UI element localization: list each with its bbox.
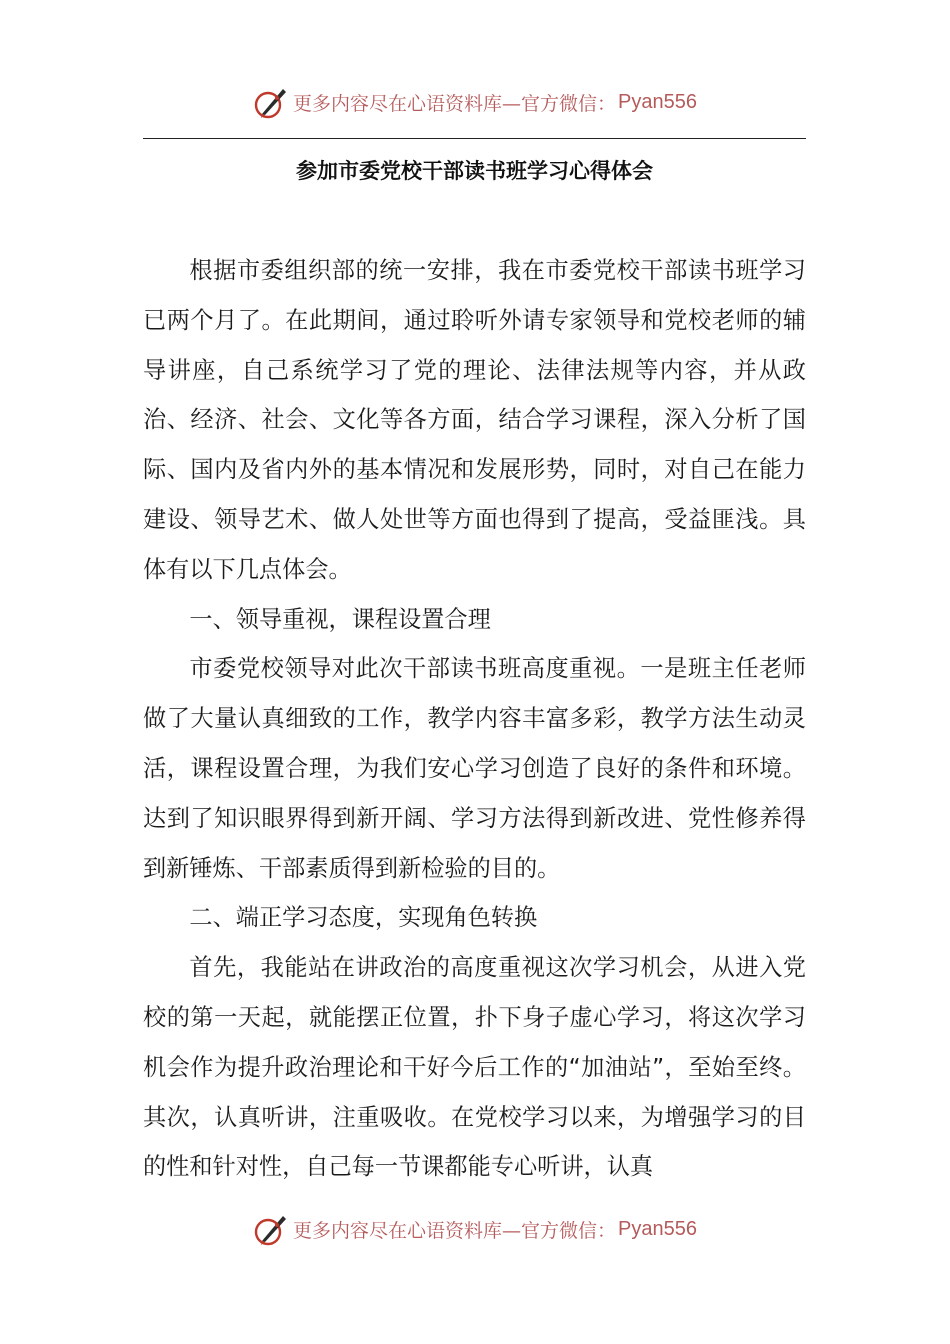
paragraph-section-2: 首先，我能站在讲政治的高度重视这次学习机会，从进入党校的第一天起，就能摆正位置，扑下身子虚心学习，将这次学习机会作为提升政治理论和干好今后工作的“加油站”，至始至终。其次，认真听讲，注重吸收。在党校学习以来，为增强学习的目的性和针对性，自己每一节课都能专心听讲，认真	[143, 954, 806, 1181]
watermark-wechat-id: Pyan556	[618, 90, 697, 113]
paragraph-intro: 根据市委组织部的统一安排，我在市委党校干部读书班学习已两个月了。在此期间，通过聆听外请专家领导和党校老师的辅导讲座，自己系统学习了党的理论、法律法规等内容，并从政治、经济、社会、文化等各方面，结合学习课程，深入分析了国际、国内及省内外的基本情况和发展形势，同时，对自己在能力建设、领导艺术、做人处世等方面也得到了提高，受益匪浅。具体有以下几点体会。	[143, 257, 806, 583]
watermark-text: 更多内容尽在心语资料库—官方微信：	[293, 92, 617, 115]
watermark-banner-bottom	[0, 1209, 950, 1249]
document-title: 参加市委党校干部读书班学习心得体会	[296, 159, 653, 183]
watermark-wechat-id: Pyan556	[618, 1217, 697, 1240]
section-heading-1: 一、领导重视，课程设置合理	[189, 605, 491, 633]
header-rule	[143, 138, 806, 139]
section-heading-2: 二、端正学习态度，实现角色转换	[189, 904, 538, 932]
watermark-text: 更多内容尽在心语资料库—官方微信：	[293, 1219, 617, 1242]
paragraph-section-1: 市委党校领导对此次干部读书班高度重视。一是班主任老师做了大量认真细致的工作，教学内容丰富多彩，教学方法生动灵活，课程设置合理，为我们安心学习创造了良好的条件和环境。达到了知识眼界得到新开阔、学习方法得到新改进、党性修养得到新锤炼、干部素质得到新检验的目的。	[143, 655, 806, 882]
quill-pen-icon	[253, 84, 289, 120]
document-body	[143, 246, 806, 1192]
watermark-banner-top	[0, 82, 950, 122]
quill-pen-icon	[253, 1211, 289, 1247]
